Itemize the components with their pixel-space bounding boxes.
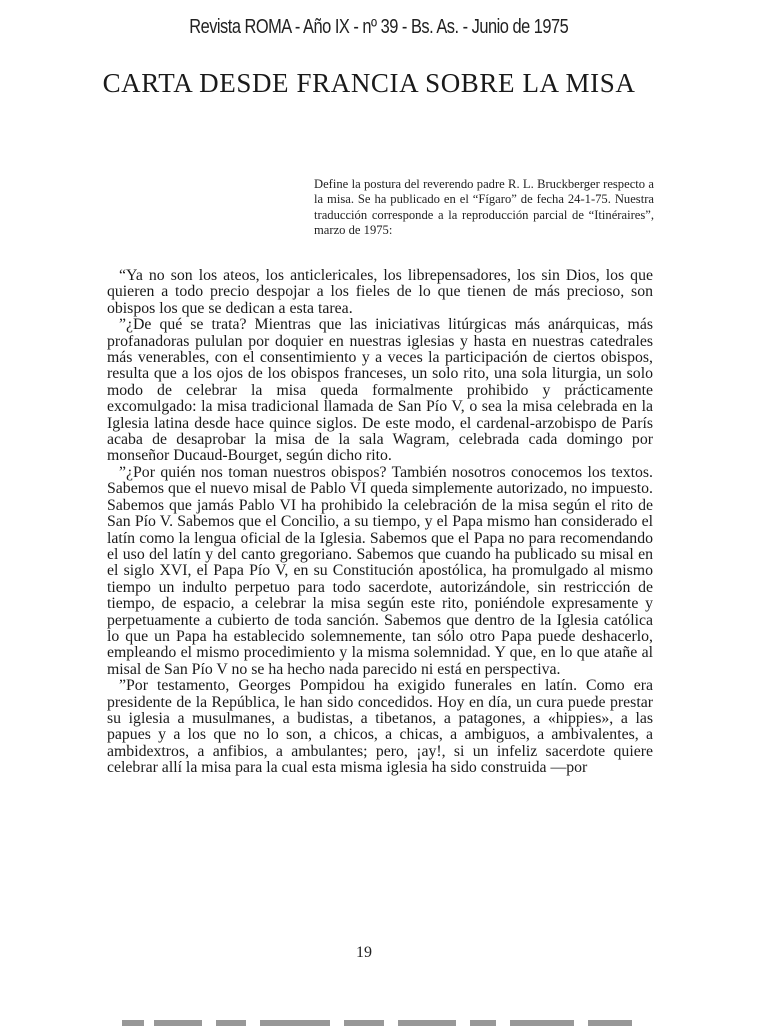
body-paragraph: “Ya no son los ateos, los anticlericales, los librepensadores, los sin Dios, los que quieren a todo precio despojar a los fieles de lo que tienen de más precioso, son obispos los que se dedican a esta tarea. [107,267,653,317]
article-abstract: Define la postura del reverendo padre R. L. Bruckberger respecto a la misa. Se ha publicado en el “Fígaro” de fecha 24-1-75. Nuestra traducción corresponde a la reproducción parcial de “Itinéraires”, marzo de 1975: [314,177,654,238]
body-paragraph: ”Por testamento, Georges Pompidou ha exigido funerales en latín. Como era presidente de la República, le han sido concedidos. Hoy en día, un cura puede prestar su iglesia a musulmanes, a budistas, a tibetanos, a patagones, a «hippies», a las papues y a los que no lo son, a chicos, a chicas, a ambiguos, a ambivalentes, a ambidextros, a anfibios, a ambulantes; pero, ¡ay!, si un infeliz sacerdote quiere celebrar allí la misa para la cual esta misma iglesia ha sido construida —por [107,677,653,777]
body-paragraph: ”¿Por quién nos toman nuestros obispos? También nosotros conocemos los textos. Sabemos que el nuevo misal de Pablo VI queda simplemente autorizado, no impuesto. Sabemos que jamás Pablo VI ha prohibido la celebración de la misa según el rito de San Pío V. Sabemos que el Concilio, a su tiempo, y el Papa mismo han considerado el latín como la lengua oficial de la Iglesia. Sabemos que el Papa no para recomendando el uso del latín y del canto gregoriano. Sabemos que cuando ha publicado su misal en el siglo XVI, el Papa Pío V, en su Constitución apostólica, ha promulgado al mismo tiempo un indulto perpetuo para todo sacerdote, autorizándole, sin restricción de tiempo, de espacio, a celebrar la misa según este rito, poniéndole expresamente y perpetuamente a cubierto de toda sanción. Sabemos que dentro de la Iglesia católica lo que un Papa ha establecido solemnemente, tan sólo otro Papa puede deshacerlo, empleando el mismo procedimiento y la misma solemnidad. Y que, en lo que atañe al misal de San Pío V no se ha hecho nada parecido ni está en perspectiva. [107,463,653,678]
article-body [107,268,653,777]
running-head: Revista ROMA - Año IX - nº 39 - Bs. As. - Junio de 1975 [189,16,569,38]
article-title: CARTA DESDE FRANCIA SOBRE LA MISA [102,68,636,98]
body-paragraph: ”¿De qué se trata? Mientras que las iniciativas litúrgicas más anárquicas, más profanadoras pululan por doquier en nuestras iglesias y hasta en nuestras catedrales más venerables, con el consentimiento y a veces la participación de ciertos obispos, resulta que a los ojos de los obispos franceses, un solo rito, una sola liturgia, un solo modo de celebrar la misa queda formalmente prohibido y prácticamente excomulgado: la misa tradicional llamada de San Pío V, o sea la misa celebrada en la Iglesia latina desde hace quince siglos. De este modo, el cardenal-arzobispo de París acaba de desaprobar la misa de la sala Wagram, celebrada cada domingo por monseñor Ducaud-Bourget, según dicho rito. [107,316,653,465]
page-number: 19 [356,944,372,961]
